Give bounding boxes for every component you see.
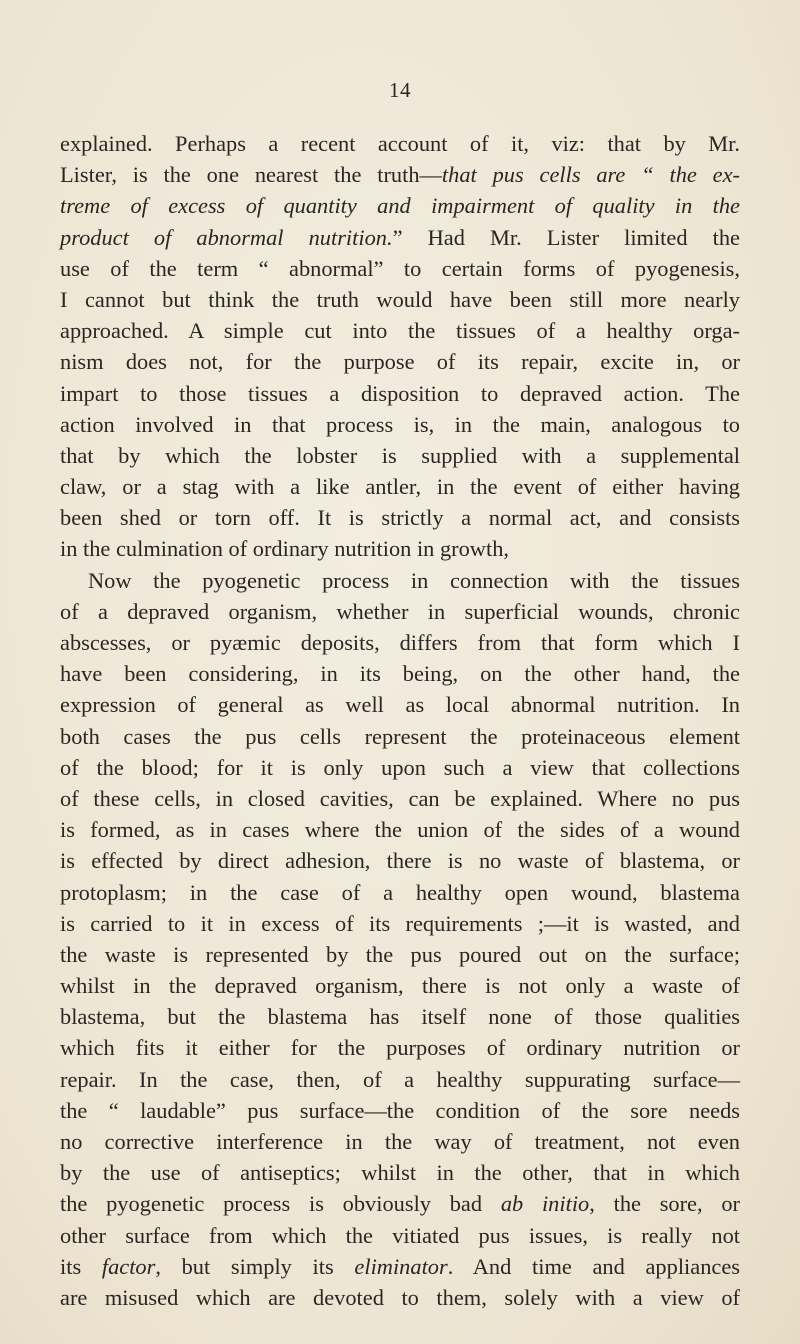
text-segment: , the sore, or (589, 1191, 740, 1217)
italic-text: treme of excess of quantity and impairment of quality in the (60, 193, 740, 219)
text-line (60, 939, 740, 970)
text-segment: other surface from which the vitiated pus issues, is really not (60, 1222, 740, 1248)
text-line (60, 1220, 740, 1251)
text-segment: the “ laudable” pus surface—the condition of the sore needs (60, 1097, 740, 1123)
italic-text: factor (101, 1253, 156, 1279)
text-line (60, 159, 740, 190)
text-line (60, 752, 740, 783)
text-line (60, 190, 740, 221)
text-segment: is carried to it in excess of its requirements ;—it is wasted, and (60, 910, 740, 936)
text-segment: explained. Perhaps a recent account of it, viz: that by Mr. (60, 131, 740, 156)
page-number: 14 (389, 78, 411, 102)
text-segment: claw, or a stag with a like antler, in the event of either having (60, 474, 740, 500)
text-segment: abscesses, or pyæmic deposits, differs from that form which I (60, 630, 740, 655)
text-segment: approached. A simple cut into the tissues of a healthy orga- (60, 318, 740, 344)
text-line (60, 533, 740, 564)
text-line (60, 253, 740, 284)
text-segment: that by which the lobster is supplied with a supplemental (60, 442, 740, 468)
text-line (60, 378, 740, 409)
text-line (60, 409, 740, 440)
text-segment: the pyogenetic process is obviously bad (60, 1191, 501, 1217)
text-line (60, 1251, 740, 1282)
text-segment: by the use of antiseptics; whilst in the other, that in which (60, 1160, 740, 1186)
text-line (60, 1032, 740, 1063)
text-line (60, 877, 740, 908)
italic-text: product of abnormal nutrition. (60, 224, 393, 250)
text-segment: in the culmination of ordinary nutrition in growth, (60, 536, 509, 562)
text-segment: action involved in that process is, in the main, analogous to (60, 411, 740, 437)
text-segment: of the blood; for it is only upon such a view that collections (60, 754, 740, 780)
text-line (60, 689, 740, 720)
text-segment: protoplasm; in the case of a healthy open wound, blastema (60, 879, 740, 905)
text-line (60, 128, 740, 159)
text-segment: whilst in the depraved organism, there is not only a waste of (60, 973, 740, 999)
text-segment: expression of general as well as local abnormal nutrition. In (60, 692, 740, 718)
text-segment: is formed, as in cases where the union of the sides of a wound (60, 817, 740, 843)
text-line (60, 908, 740, 939)
text-line (60, 1282, 740, 1313)
text-segment: blastema, but the blastema has itself none of those qualities (60, 1004, 740, 1030)
text-line (60, 1157, 740, 1188)
text-segment: no corrective interference in the way of treatment, not even (60, 1129, 740, 1154)
text-line (60, 627, 740, 658)
text-segment: the waste is represented by the pus poured out on the surface; (60, 941, 740, 967)
text-line (60, 814, 740, 845)
text-line (60, 284, 740, 315)
text-segment: its (60, 1253, 102, 1279)
text-segment: I cannot but think the truth would have been still more nearly (60, 286, 740, 312)
text-line (60, 502, 740, 533)
text-segment: repair. In the case, then, of a healthy suppurating surface— (60, 1066, 740, 1092)
text-segment: use of the term “ abnormal” to certain forms of pyogenesis, (60, 255, 740, 281)
text-line (60, 315, 740, 346)
text-segment: nism does not, for the purpose of its repair, excite in, or (60, 349, 740, 375)
text-segment: have been considering, in its being, on the other hand, the (60, 661, 740, 687)
text-line (60, 1095, 740, 1126)
text-segment: is effected by direct adhesion, there is no waste of blastema, or (60, 848, 740, 874)
text-line (60, 346, 740, 377)
text-segment: of a depraved organism, whether in superficial wounds, chronic (60, 598, 740, 624)
text-segment: been shed or torn off. It is strictly a normal act, and consists (60, 505, 740, 531)
text-line (60, 596, 740, 627)
text-line (60, 1064, 740, 1095)
text-line (60, 658, 740, 689)
text-segment: impart to those tissues a disposition to depraved action. The (60, 380, 740, 406)
body-text (60, 128, 740, 1313)
text-segment: . And time and appliances (447, 1253, 740, 1279)
text-line (60, 222, 740, 253)
text-line (60, 1188, 740, 1219)
text-segment: both cases the pus cells represent the proteinaceous element (60, 723, 740, 749)
text-line (60, 440, 740, 471)
text-line (60, 783, 740, 814)
text-segment: , but simply its (155, 1253, 355, 1279)
text-line (60, 1126, 740, 1157)
text-line (60, 1001, 740, 1032)
text-line (60, 970, 740, 1001)
text-line (60, 471, 740, 502)
text-line (60, 721, 740, 752)
text-line (60, 565, 740, 596)
italic-text: that pus cells are “ the ex- (441, 162, 740, 188)
italic-text: eliminator (354, 1253, 448, 1279)
text-segment: are misused which are devoted to them, solely with a view of (60, 1284, 740, 1310)
text-segment: ” Had Mr. Lister limited the (392, 224, 740, 250)
text-segment: Now the pyogenetic process in connection with the tissues (88, 567, 740, 593)
text-line (60, 845, 740, 876)
text-segment: Lister, is the one nearest the truth— (60, 162, 442, 188)
italic-text: ab initio (500, 1191, 590, 1217)
text-segment: which fits it either for the purposes of ordinary nutrition or (60, 1035, 740, 1061)
text-segment: of these cells, in closed cavities, can be explained. Where no pus (60, 785, 740, 811)
